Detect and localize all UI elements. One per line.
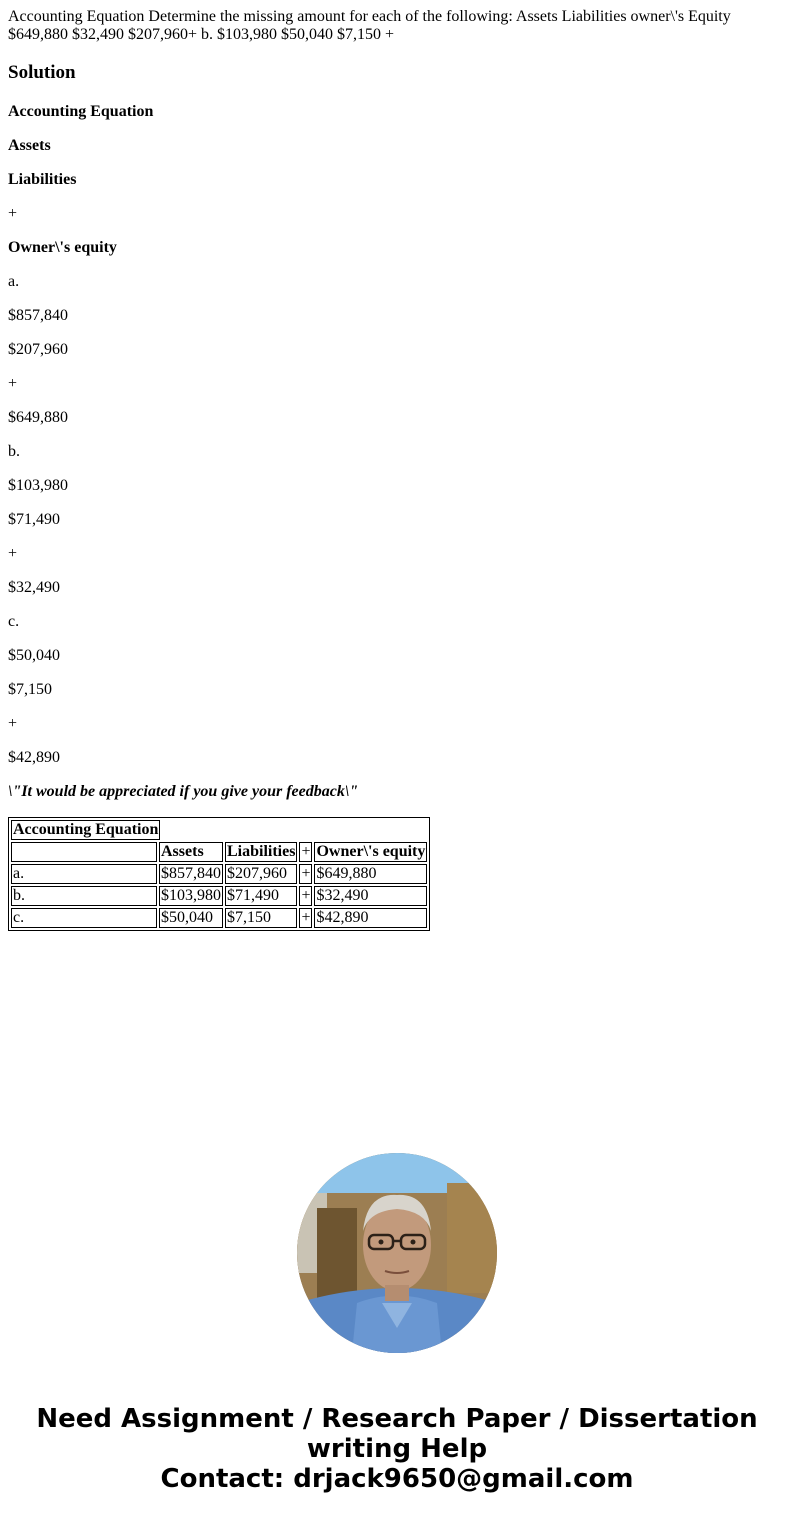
list-header-equity: Owner\'s equity [8,239,117,256]
solution-table [8,817,430,931]
avatar [297,1153,497,1353]
table-header-cell [11,842,157,862]
table-cell: $207,960 [225,864,297,884]
list-row-c-plus: + [8,715,18,732]
list-header-liabilities: Liabilities [8,171,77,188]
list-header-plus: + [8,205,18,222]
table-title-row [11,820,427,840]
table-row [11,864,427,884]
list-row-c-equity: $42,890 [8,749,60,766]
list-row-a-label: a. [8,273,20,290]
table-cell: $857,840 [161,865,221,882]
table-cell: $71,490 [225,886,297,906]
table-cell: + [301,865,311,882]
promo-line-1: Need Assignment / Research Paper / Dissertation [36,1404,758,1434]
table-cell: c. [11,908,157,928]
table-cell: $7,150 [225,908,297,928]
list-row-a-assets: $857,840 [8,307,68,324]
list-row-c-liabilities: $7,150 [8,681,52,698]
promo-line-2: writing Help [306,1434,488,1464]
list-row-b-plus: + [8,545,18,562]
table-row [11,886,427,906]
table-cell: $42,890 [314,908,427,928]
person-portrait-icon [297,1153,497,1353]
question-text: Accounting Equation Determine the missing amount for each of the following: Assets Liabilities owner\'s Equity $649,880 $32,490 $207,960+ b. $103,980 $50,040 $7,150 + [8,8,731,43]
feedback-text: \"It would be appreciated if you give your feedback\" [8,783,359,800]
table-header-cell: + [301,843,311,860]
list-header-assets: Assets [8,137,51,154]
list-row-b-label: b. [8,443,20,460]
list-row-b-equity: $32,490 [8,579,60,596]
promo-contact: Contact: drjack9650@gmail.com [160,1464,634,1494]
table-title: Accounting Equation [13,821,159,838]
solution-heading: Solution [8,62,76,83]
table-header-row [11,842,427,862]
table-header-cell: Liabilities [227,843,296,860]
table-cell: + [301,909,311,926]
table-cell: + [301,887,311,904]
table-cell: b. [11,886,157,906]
table-cell: a. [11,864,157,884]
table-cell: $649,880 [314,864,427,884]
list-row-b-liabilities: $71,490 [8,511,60,528]
table-row [11,908,427,928]
table-cell: $32,490 [314,886,427,906]
list-row-a-equity: $649,880 [8,409,68,426]
list-row-c-label: c. [8,613,20,630]
list-row-b-assets: $103,980 [8,477,68,494]
list-row-a-plus: + [8,375,18,392]
table-header-cell: Assets [159,842,223,862]
list-row-a-liabilities: $207,960 [8,341,68,358]
list-row-c-assets: $50,040 [8,647,60,664]
table-header-cell: Owner\'s equity [316,843,426,860]
table-cell: $50,040 [159,908,223,928]
table-cell: $103,980 [161,887,221,904]
promo-banner [0,1404,794,1494]
list-title: Accounting Equation [8,103,154,120]
